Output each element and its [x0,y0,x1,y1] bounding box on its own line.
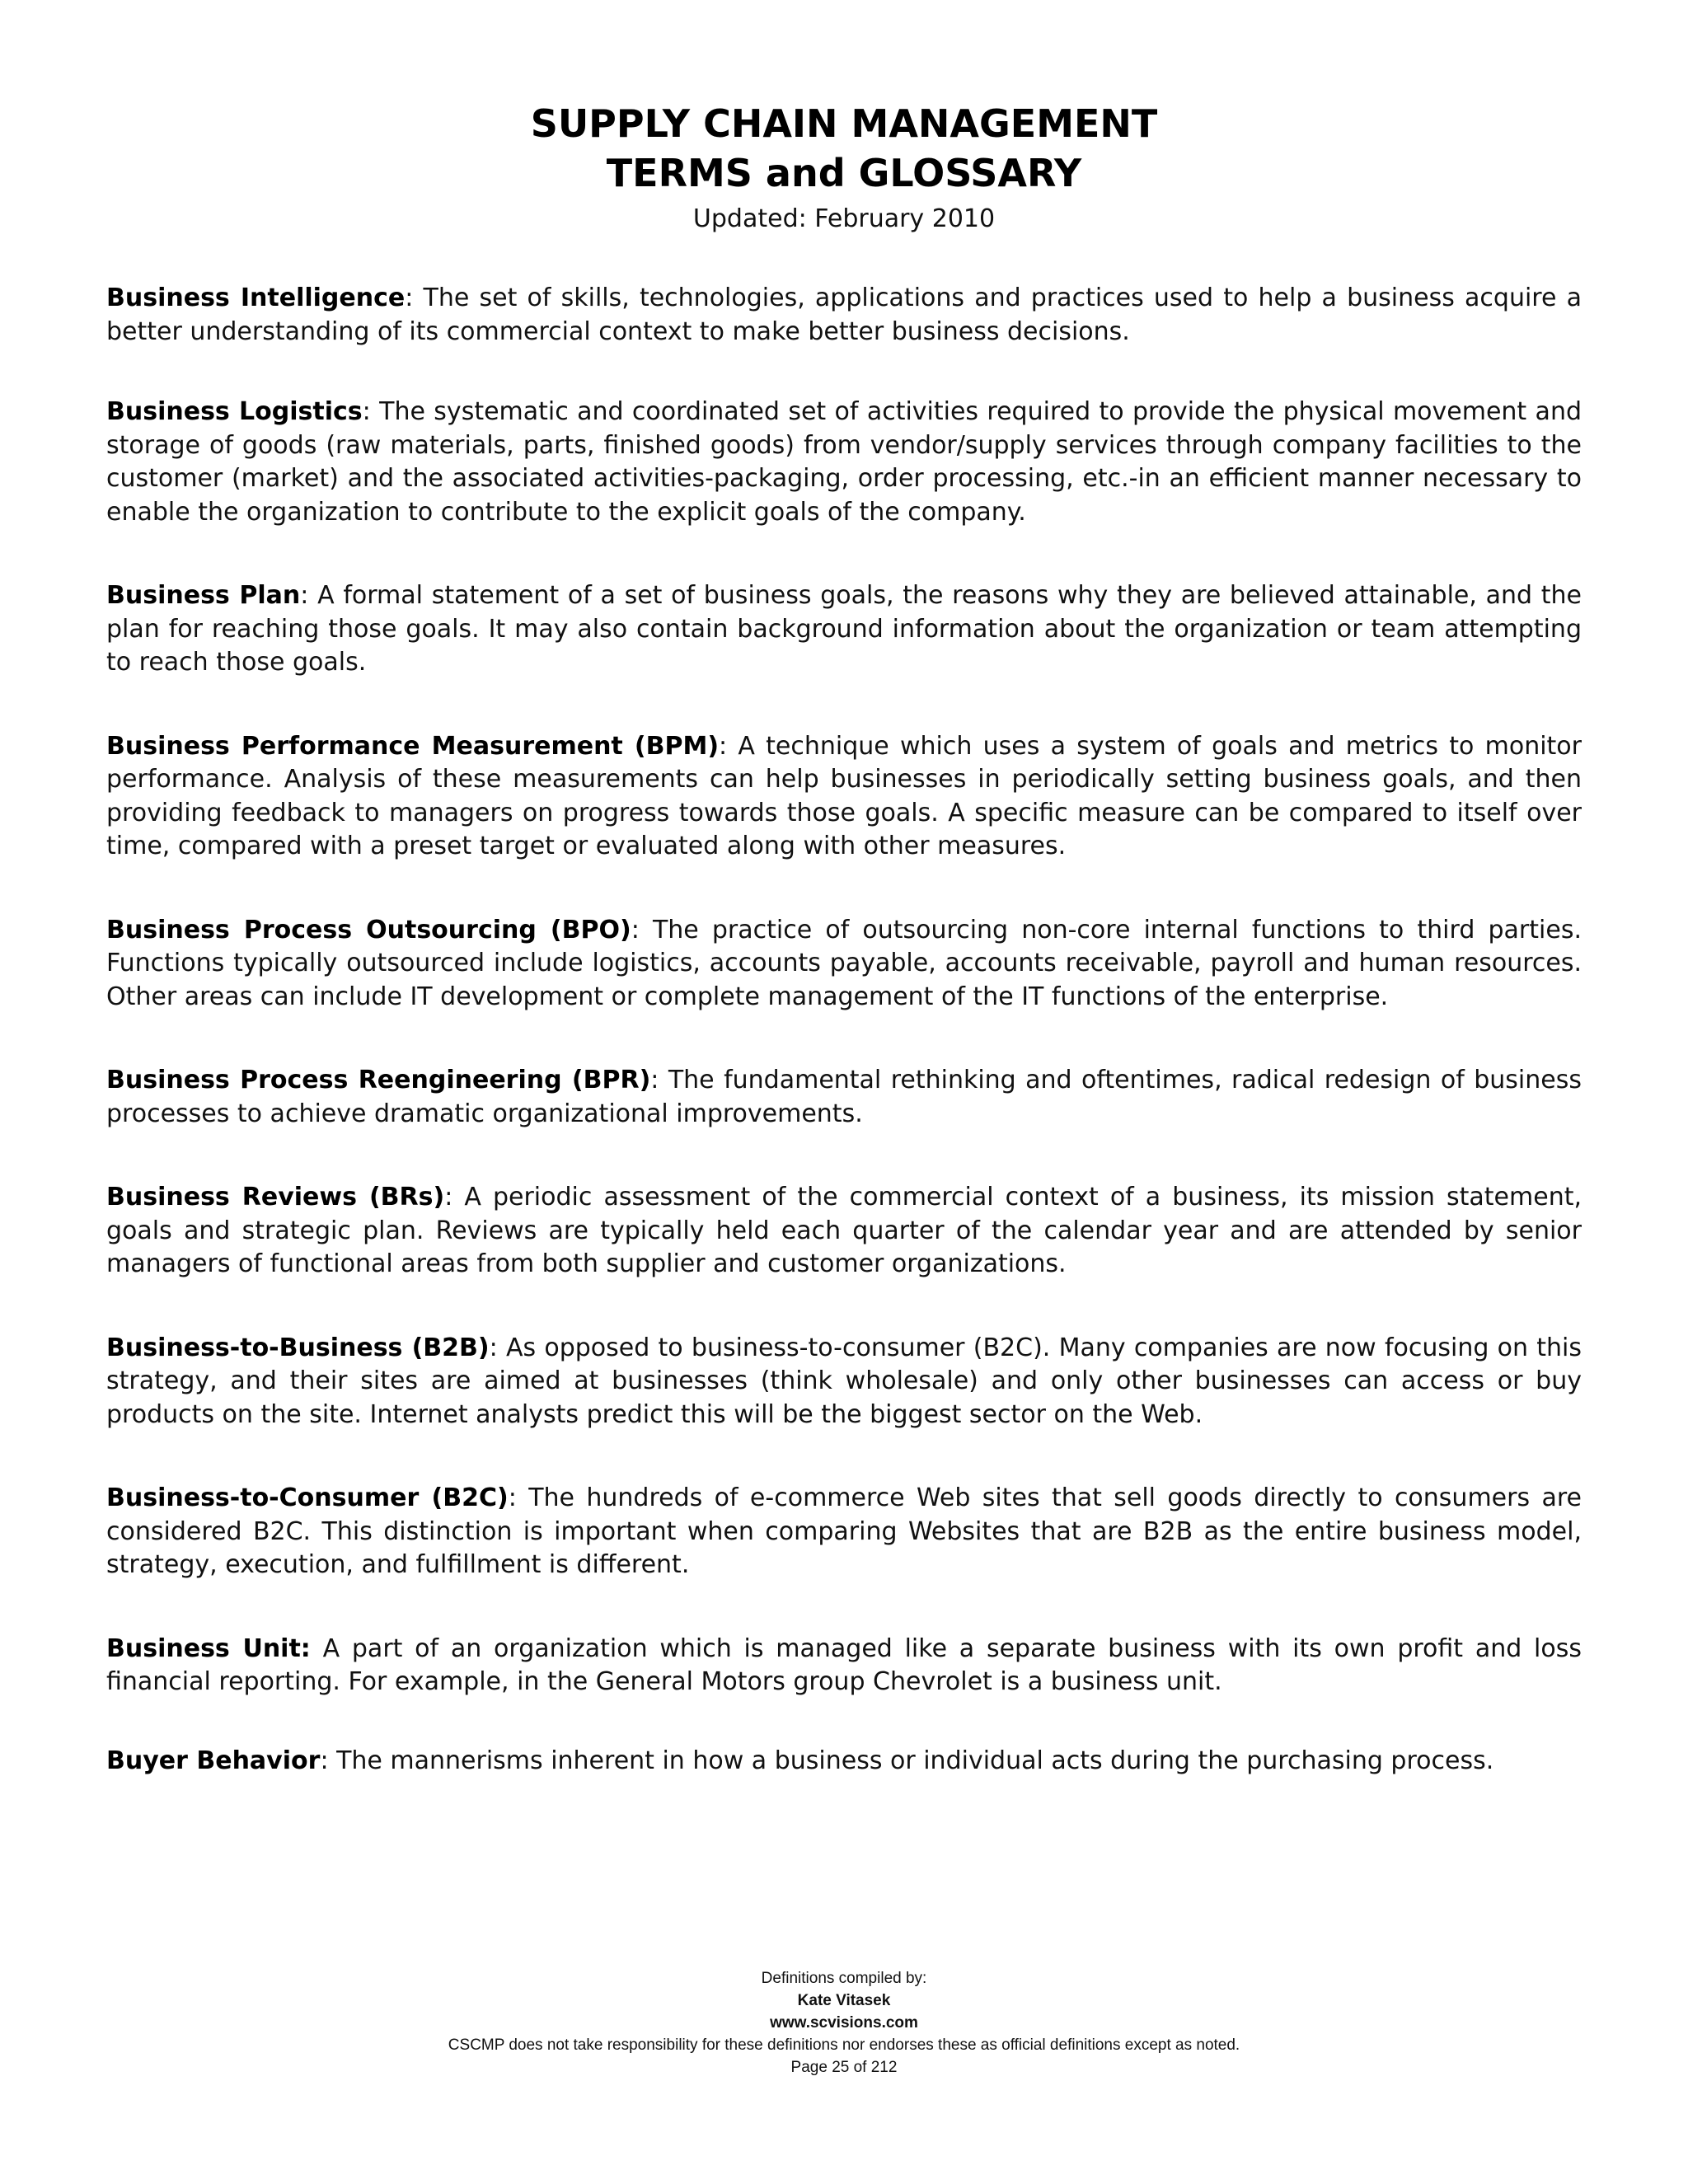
glossary-definition: As opposed to business-to-consumer (B2C). Many companies are now focusing on this strategy, and their sites are aimed at businesses (think wholesale) and only other businesses can access or buy products on the site. Internet analysts predict this will be the biggest sector on the Web. [106,1333,1582,1429]
glossary-term: Business Logistics [106,397,363,426]
glossary-term: Business Process Reengineering (BPR) [106,1066,651,1094]
glossary-term: Business Intelligence [106,284,406,312]
glossary-entry-business-logistics [106,396,1582,529]
glossary-entry-business-unit [106,1633,1582,1699]
updated-date: Updated: February 2010 [692,204,996,233]
glossary-list [106,282,1582,1778]
title-line-1: SUPPLY CHAIN MANAGEMENT [530,101,1158,146]
glossary-definition: A technique which uses a system of goals and metrics to monitor performance. Analysis of these measurements can help businesses in periodically setting business goals, and then providing feedback to managers on progress towards those goals. A specific measure can be compared to itself over time, compared with a preset target or evaluated along with other measures. [106,731,1582,860]
glossary-entry-business-process-reengineering [106,1064,1582,1131]
glossary-term: Business Process Outsourcing (BPO) [106,915,631,944]
footer-page-number: Page 25 of 212 [790,2059,898,2076]
footer-compiled-by: Definitions compiled by: [761,1970,927,1987]
glossary-entry-business-plan [106,579,1582,680]
glossary-definition: A periodic assessment of the commercial context of a business, its mission statement, goals and strategic plan. Reviews are typically held each quarter of the calendar year and are attended by senior managers of functional areas from both supplier and customer organizations. [106,1183,1582,1278]
glossary-definition: The practice of outsourcing non-core internal functions to third parties. Functions typically outsourced include logistics, accounts payable, accounts receivable, payroll and human resources. Other areas can include IT development or complete management of the IT functions of the enterprise. [106,915,1582,1011]
glossary-definition: A formal statement of a set of business goals, the reasons why they are believed attainable, and the plan for reaching those goals. It may also contain background information about the organization or team attempting to reach those goals. [106,581,1582,677]
glossary-definition: The fundamental rethinking and oftentimes, radical redesign of business processes to achieve dramatic organizational improvements. [106,1066,1582,1128]
glossary-term: Business Reviews (BRs) [106,1183,445,1212]
glossary-definition: The set of skills, technologies, applications and practices used to help a business acquire a better understanding of its commercial context to make better business decisions. [106,284,1582,346]
glossary-term: Business-to-Consumer (B2C) [106,1483,509,1512]
glossary-definition: The systematic and coordinated set of activities required to provide the physical movement and storage of goods (raw materials, parts, finished goods) from vendor/supply services through company facilities to the customer (market) and the associated activities-packaging, order processing, etc.-in an efficient manner necessary to enable the organization to contribute to the explicit goals of the company. [106,397,1582,527]
footer-author: Kate Vitasek [797,1992,891,2009]
glossary-definition: A part of an organization which is managed like a separate business with its own profit and loss financial reporting. For example, in the General Motors group Chevrolet is a business unit. [106,1633,1582,1696]
glossary-term: Business Plan [106,581,301,610]
term-separator: : [320,1746,329,1775]
glossary-entry-business-process-outsourcing [106,914,1582,1015]
glossary-term: Business Unit: [106,1633,311,1663]
term-separator: : [405,284,414,312]
term-separator: : [444,1183,453,1212]
glossary-entry-business-intelligence [106,282,1582,349]
glossary-term: Buyer Behavior [106,1746,321,1775]
glossary-entry-business-reviews [106,1181,1582,1282]
glossary-term: Business Performance Measurement (BPM) [106,731,720,761]
glossary-entry-business-to-business [106,1332,1582,1432]
document-header [0,99,1688,236]
glossary-definition: The hundreds of e-commerce Web sites that sell goods directly to consumers are considered B2C. This distinction is important when comparing Websites that are B2B as the entire business model, strategy, execution, and fulfillment is different. [106,1483,1582,1579]
document-title [0,99,1688,198]
term-separator: : [631,915,640,944]
glossary-definition: The mannerisms inherent in how a business or individual acts during the purchasing process. [328,1746,1494,1775]
term-separator: : [300,581,309,610]
glossary-entry-business-to-consumer [106,1482,1582,1582]
glossary-entry-buyer-behavior [106,1745,1582,1779]
term-separator: : [508,1483,517,1512]
term-separator: : [362,397,371,426]
term-separator: : [719,731,728,761]
footer-website: www.scvisions.com [770,2014,918,2032]
footer-disclaimer: CSCMP does not take responsibility for these definitions nor endorses these as official definitions except as noted. [448,2036,1240,2054]
title-line-2: TERMS and GLOSSARY [606,151,1082,195]
term-separator: : [489,1333,498,1362]
glossary-term: Business-to-Business (B2B) [106,1333,490,1362]
glossary-entry-business-performance-measurement [106,730,1582,864]
document-footer [0,1967,1688,2079]
term-separator: : [650,1066,659,1094]
